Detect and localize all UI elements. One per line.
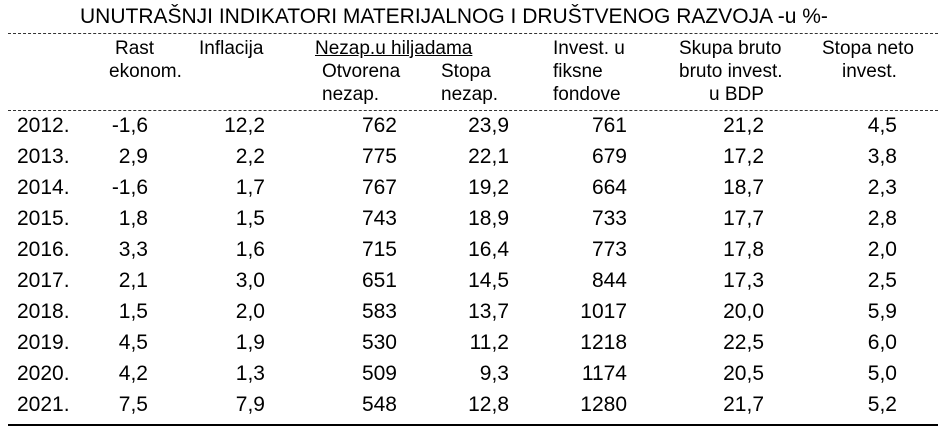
invest-cell: 664 [591,176,627,199]
skupa-cell: 17,3 [723,269,764,292]
rast-cell: 4,2 [118,362,148,385]
header-inflacija [199,37,263,60]
skupa-cell: 17,2 [723,145,764,168]
table-row [0,300,945,325]
inflacija-cell: 3,0 [235,269,265,292]
otvorena-cell: 651 [361,269,397,292]
invest-cell: 761 [591,114,627,137]
year-cell: 2013. [17,145,70,168]
year-cell: 2016. [17,238,70,261]
stopa-cell: 13,7 [468,300,509,323]
stopa-cell: 12,8 [468,393,509,416]
stopa-cell: 19,2 [468,176,509,199]
invest-cell: 773 [591,238,627,261]
rast-cell: 2,9 [118,145,148,168]
inflacija-cell: 1,9 [235,331,265,354]
stopa-cell: 23,9 [468,114,509,137]
otvorena-cell: 743 [361,207,397,230]
page-title: UNUTRAŠNJI INDIKATORI MATERIJALNOG I DRUŠTVENOG RAZVOJA -u %- [80,5,828,28]
skupa-cell: 20,0 [723,300,764,323]
stopa-cell: 16,4 [468,238,509,261]
header-invest [553,37,625,106]
inflacija-cell: 2,2 [235,145,265,168]
header-skupa-line1: Skupa bruto [679,38,782,59]
inflacija-cell: 1,6 [235,238,265,261]
top-dashed-divider [8,33,938,34]
header-stopa-nezap [441,60,498,106]
invest-cell: 1218 [580,331,627,354]
header-rast [109,37,182,83]
table-row [0,238,945,263]
header-otvorena [322,60,400,106]
header-inflacija-line1: Inflacija [199,38,264,59]
table-row [0,269,945,294]
header-neto-line1: Stopa neto [822,38,914,59]
header-rast-line2: ekonom. [109,61,182,82]
header-nezap-group: Nezap.u hiljadama [315,38,473,59]
year-cell: 2015. [17,207,70,230]
otvorena-cell: 775 [361,145,397,168]
neto-cell: 4,5 [867,114,897,137]
inflacija-cell: 7,9 [235,393,265,416]
skupa-cell: 18,7 [723,176,764,199]
year-cell: 2019. [17,331,70,354]
neto-cell: 2,0 [867,238,897,261]
invest-cell: 679 [591,145,627,168]
year-cell: 2018. [17,300,70,323]
rast-cell: -1,6 [111,114,148,137]
rast-cell: 4,5 [118,331,148,354]
bottom-rule [8,424,938,426]
inflacija-cell: 1,5 [235,207,265,230]
invest-cell: 733 [591,207,627,230]
neto-cell: 2,8 [867,207,897,230]
stopa-cell: 14,5 [468,269,509,292]
header-skupa-line3: u BDP [709,84,764,105]
skupa-cell: 17,8 [723,238,764,261]
header-invest-line1: Invest. u [553,38,625,59]
header-stopa-nezap-line1: Stopa [441,61,491,82]
neto-cell: 3,8 [867,145,897,168]
year-cell: 2014. [17,176,70,199]
table-row [0,362,945,387]
neto-cell: 5,2 [867,393,897,416]
header-dashed-divider [8,110,938,111]
rast-cell: 1,5 [118,300,148,323]
skupa-cell: 21,7 [723,393,764,416]
invest-cell: 1280 [580,393,627,416]
neto-cell: 2,5 [867,269,897,292]
header-rast-line1: Rast [115,38,155,59]
rast-cell: 1,8 [118,207,148,230]
stopa-cell: 11,2 [469,331,509,354]
header-skupa [679,37,783,106]
rast-cell: 2,1 [118,269,148,292]
header-otvorena-line2: nezap. [322,84,380,105]
header-skupa-line2: bruto invest. [679,61,783,82]
table-row [0,114,945,139]
table-row [0,393,945,418]
neto-cell: 5,9 [867,300,897,323]
otvorena-cell: 530 [361,331,397,354]
neto-cell: 5,0 [867,362,897,385]
year-cell: 2021. [17,393,70,416]
inflacija-cell: 12,2 [224,114,265,137]
invest-cell: 1017 [580,300,627,323]
neto-cell: 2,3 [867,176,897,199]
skupa-cell: 20,5 [723,362,764,385]
otvorena-cell: 767 [361,176,397,199]
rast-cell: 7,5 [118,393,148,416]
invest-cell: 1174 [581,362,627,385]
header-stopa-nezap-line2: nezap. [441,84,499,105]
otvorena-cell: 762 [361,114,397,137]
table-row [0,145,945,170]
skupa-cell: 17,7 [723,207,764,230]
inflacija-cell: 1,3 [235,362,265,385]
header-neto-line2: invest. [842,61,897,82]
header-invest-line2: fiksne [553,61,603,82]
year-cell: 2012. [17,114,70,137]
stopa-cell: 18,9 [468,207,509,230]
table-row [0,207,945,232]
otvorena-cell: 583 [361,300,397,323]
rast-cell: -1,6 [111,176,148,199]
year-cell: 2017. [17,269,70,292]
skupa-cell: 21,2 [723,114,764,137]
otvorena-cell: 509 [361,362,397,385]
header-otvorena-line1: Otvorena [322,61,401,82]
header-neto [822,37,914,83]
skupa-cell: 22,5 [723,331,764,354]
table-row [0,331,945,356]
year-cell: 2020. [17,362,70,385]
inflacija-cell: 1,7 [235,176,265,199]
rast-cell: 3,3 [118,238,148,261]
otvorena-cell: 715 [361,238,397,261]
header-invest-line3: fondove [553,84,621,105]
neto-cell: 6,0 [867,331,897,354]
invest-cell: 844 [591,269,627,292]
inflacija-cell: 2,0 [235,300,265,323]
table-row [0,176,945,201]
otvorena-cell: 548 [361,393,397,416]
stopa-cell: 9,3 [479,362,509,385]
stopa-cell: 22,1 [468,145,509,168]
